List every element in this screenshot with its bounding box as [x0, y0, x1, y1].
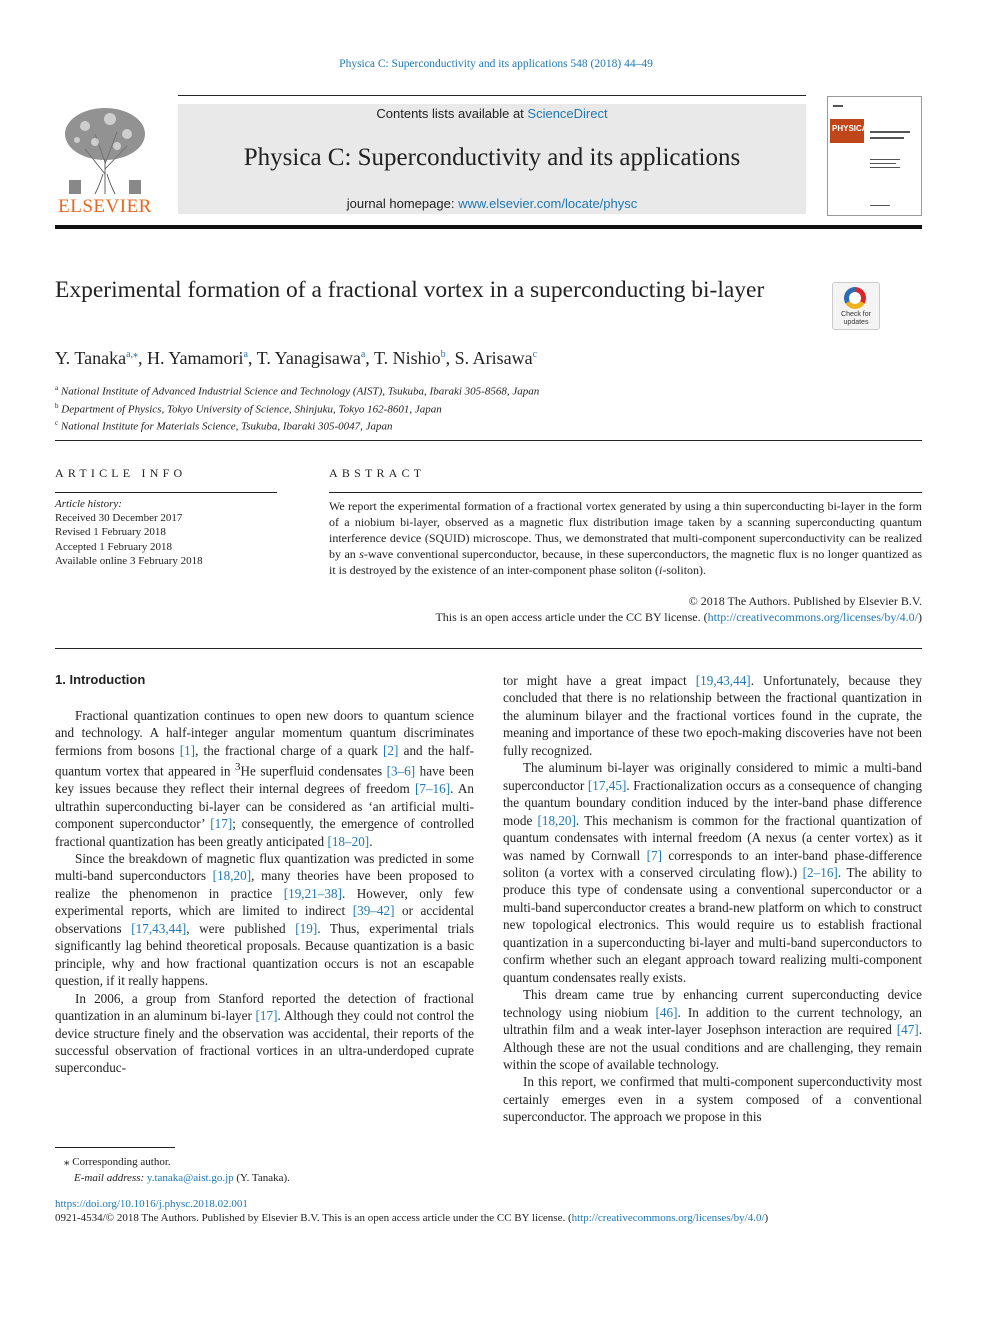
license-link[interactable]: http://creativecommons.org/licenses/by/4.0/ [571, 1212, 765, 1224]
citation-link[interactable]: [1] [179, 742, 196, 758]
article-info-heading: ARTICLE INFO [55, 466, 187, 480]
citation-link[interactable]: [17] [210, 816, 233, 832]
divider [55, 648, 922, 649]
citation-link[interactable]: [2–16] [802, 864, 838, 880]
author-name[interactable]: Y. Tanaka [55, 348, 127, 368]
author-name[interactable]: S. Arisawa [454, 348, 533, 368]
paragraph: Since the breakdown of magnetic flux quantization was predicted in some multi-band superconductors [18,20], many theories have been proposed to realize the phenomenon in practice [19,21–38]. However, only few experimental reports, which are limited to indirect [39–42] or accidental observations [17,43,44], were published [19]. Thus, experimental trials significantly lag behind theoretical proposals. Because quantization is a basic principle, why and how fractional quantization occurs is not an escapable question, if it really happens. [55, 851, 475, 989]
cover-line [870, 137, 904, 139]
masthead-rule [55, 225, 922, 229]
license-line: This is an open access article under the CC BY license. (http://creativecommons.org/licenses/by/4.0/) [435, 610, 922, 624]
footnote-rule [55, 1147, 175, 1148]
citation-link[interactable]: [17,43,44] [131, 920, 187, 936]
paragraph: In this report, we confirmed that multi-component superconductivity most certainly emerges even in a system composed of a conventional superconductor. The approach we propose in this [503, 1074, 922, 1125]
paragraph: tor might have a great impact [19,43,44]. Unfortunately, because they concluded that there is no relationship between the fractional quantization in the aluminum bilayer and the fractional vortices found in the cuprate, the meaning and importance of these two epoch-making discoveries have not been fully recognized. [503, 673, 922, 758]
email-link[interactable]: y.tanaka@aist.go.jp [146, 1172, 234, 1184]
body-column-left [55, 707, 474, 1077]
elsevier-logo[interactable] [55, 104, 155, 218]
abstract-text: We report the experimental formation of a fractional vortex generated by using a thin superconducting bi-layer in the form of a niobium bi-layer, observed as a magnetic flux distribution image taken by a scanning superconducting quantum interference device (SQUID) microscope. Thus, we demonstrated that multi-component superconductivity can be realized by an s-wave conventional superconductor, because, in these superconductors, the magnetic flux is no longer quantized as it is destroyed by the existence of an inter-component phase soliton (i-soliton). [329, 499, 923, 577]
author-affiliation-mark[interactable]: a [243, 349, 248, 360]
cover-line [870, 131, 910, 133]
author-name[interactable]: T. Nishio [373, 348, 441, 368]
cover-band-text: PHYSICA [832, 124, 868, 133]
citation-link[interactable]: [3–6] [386, 763, 416, 779]
accepted-date: Accepted 1 February 2018 [55, 540, 172, 553]
top-rule [178, 95, 806, 96]
author-name[interactable]: T. Yanagisawa [256, 348, 361, 368]
journal-homepage-link[interactable]: www.elsevier.com/locate/physc [458, 196, 638, 211]
history-label: Article history: [55, 498, 122, 510]
journal-cover-thumbnail[interactable] [827, 96, 922, 216]
citation-link[interactable]: [2] [383, 742, 399, 758]
email-note: E-mail address: y.tanaka@aist.go.jp (Y. Tanaka). [74, 1172, 290, 1184]
check-for-updates-icon [844, 287, 866, 309]
cover-line [870, 205, 890, 206]
article-title: Experimental formation of a fractional vortex in a superconducting bi-layer [55, 277, 765, 303]
doi-link[interactable]: https://doi.org/10.1016/j.physc.2018.02.001 [55, 1198, 248, 1210]
citation-link[interactable]: [18,20] [212, 868, 252, 884]
check-for-updates-label: Check for updates [841, 311, 871, 326]
contents-line: Contents lists available at ScienceDirect [376, 106, 608, 121]
corresponding-author-note: ⁎ Corresponding author. [64, 1156, 171, 1168]
cover-line [870, 167, 900, 168]
citation-link[interactable]: [7–16] [414, 781, 451, 797]
cover-line [870, 159, 900, 160]
homepage-line: journal homepage: www.elsevier.com/locate/physc [346, 196, 638, 211]
citation-link[interactable]: [17,45] [587, 777, 627, 793]
citation-link[interactable]: [18,20] [537, 812, 576, 828]
running-head[interactable]: Physica C: Superconductivity and its applications 548 (2018) 44–49 [339, 58, 653, 70]
elsevier-tree-icon [55, 104, 155, 196]
sciencedirect-link[interactable]: ScienceDirect [527, 106, 608, 121]
affiliation: $^a$ National Institute of Advanced Industrial Science and Technology (AIST), Tsukuba, Ibaraki 305-8568, Japan [55, 384, 540, 398]
affiliation: $^c$ National Institute for Materials Science, Tsukuba, Ibaraki 305-0047, Japan [55, 419, 393, 433]
author-affiliation-mark[interactable]: a [360, 349, 366, 360]
received-date: Received 30 December 2017 [55, 512, 183, 525]
affiliation: $^b$ Department of Physics, Tokyo University of Science, Shinjuku, Tokyo 162-8601, Japan [55, 401, 442, 416]
citation-link[interactable]: [46] [655, 1004, 678, 1020]
divider [55, 440, 922, 441]
citation-link[interactable]: [47] [896, 1022, 919, 1038]
paragraph: This dream came true by enhancing current superconducting device technology using niobium [46]. In addition to the current technology, an ultrathin film and a weak inter-layer Josephson interaction are required [47]. Although these are not the usual conditions and are challenging, they remain within the scope of available technology. [503, 987, 922, 1072]
citation-link[interactable]: [19,21–38] [283, 885, 342, 901]
check-for-updates-button[interactable] [832, 282, 880, 330]
divider [329, 492, 922, 493]
author-affiliation-mark[interactable]: c [532, 349, 538, 360]
citation-link[interactable]: [18–20] [327, 833, 370, 849]
body-column-right [503, 672, 922, 1126]
citation-link[interactable]: [19] [295, 920, 318, 936]
revised-date: Revised 1 February 2018 [55, 526, 166, 539]
author-list: Y. Tanaka$^{a,⁎}$, H. Yamamori$^a$, T. Yanagisawa$^a$, T. Nishio$^b$, S. Arisawa$^c$ [55, 348, 538, 368]
elsevier-wordmark: ELSEVIER [58, 196, 152, 217]
cover-line [833, 105, 843, 107]
abstract-heading: ABSTRACT [329, 466, 426, 480]
online-date: Available online 3 February 2018 [55, 554, 203, 567]
author-affiliation-mark[interactable]: b [440, 349, 446, 360]
author-name[interactable]: H. Yamamori [147, 348, 244, 368]
paragraph: Fractional quantization continues to open new doors to quantum science and technology. A half-integer angular momentum quantum discriminates fermions from bosons [1], the fractional charge of a quark [2] and the half-quantum vortex that appeared in $^3$He superfluid condensates [3–6] have been key issues because they reflect their internal degrees of freedom [7–16]. An ultrathin superconducting bi-layer can be considered as ‘an artificial multi-component superconductor’ [17]; consequently, the emergence of controlled fractional quantization has been greatly anticipated [18–20]. [55, 708, 475, 849]
section-heading: 1. Introduction [55, 672, 146, 687]
paragraph: The aluminum bi-layer was originally considered to mimic a multi-band superconductor [17,45]. Fractionalization occurs as a consequence of changing the quantum boundary condition induced by the inter-band phase difference mode [18,20]. This mechanism is common for the fractional quantization of quantum condensates with internal freedom (A nexus (a center vortex) as it was named by Cornwall [7] corresponds to an inter-band phase-difference soliton (a vortex with a conserved circulating flow).) [2–16]. The ability to produce this type of condensate using a conventional superconductor or a multi-band superconductor creates a brand-new platform on which to construct new topological electronics. This would require us to establish fractional quantization in a superconducting bi-layer and multi-band superconductors to confirm whether such an elegant approach toward realizing multi-component quantum condensates really exists. [503, 760, 922, 985]
journal-masthead [178, 104, 806, 214]
citation-link[interactable]: [19,43,44] [695, 673, 751, 688]
affiliations [55, 381, 539, 434]
citation-link[interactable]: [7] [646, 847, 662, 863]
citation-link[interactable]: [17] [255, 1008, 278, 1024]
author-affiliation-mark[interactable]: a,⁎ [126, 349, 139, 360]
paragraph: In 2006, a group from Stanford reported the detection of fractional quantization in an aluminum bi-layer [17]. Although they could not control the device structure finely and the observation was accidental, their reports of the successful observation of fractional vortices in an ultra-underdoped cuprate superconduc- [55, 990, 474, 1076]
citation-link[interactable]: [39–42] [352, 903, 395, 919]
cover-line [870, 163, 896, 164]
issn-copyright-line: 0921-4534/© 2018 The Authors. Published by Elsevier B.V. This is an open access article under the CC BY license. (http://creativecommons.org/licenses/by/4.0/) [55, 1212, 769, 1224]
divider [55, 492, 277, 493]
article-history [55, 497, 203, 568]
copyright-line: © 2018 The Authors. Published by Elsevier B.V. [688, 594, 922, 608]
journal-title: Physica C: Superconductivity and its applications [243, 144, 741, 171]
footnote [64, 1154, 290, 1186]
license-link[interactable]: http://creativecommons.org/licenses/by/4.0/ [707, 610, 918, 624]
